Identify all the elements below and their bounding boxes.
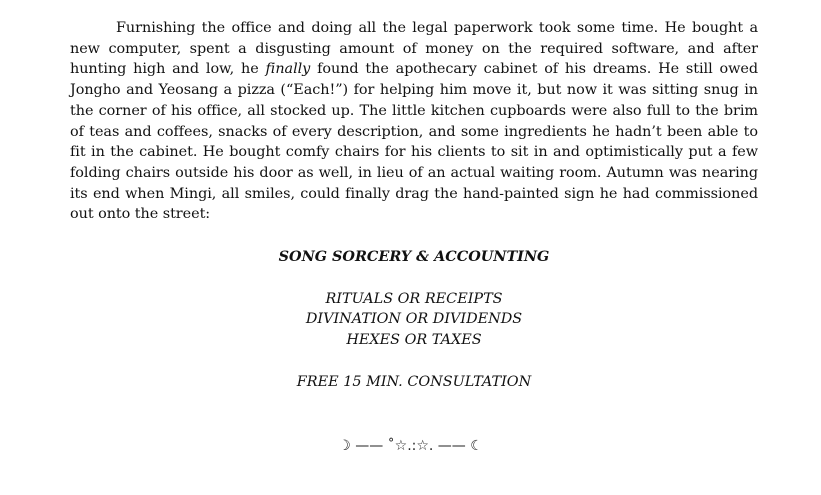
sign-text-block	[70, 247, 758, 393]
emphasis-finally: finally	[265, 61, 311, 78]
sign-line-hexes: HEXES OR TAXES	[346, 332, 482, 349]
paragraph-text-start: Furnishing the office and doing all the legal paperwork took some time. He bought a new computer, spent a disgusting amount of money on the required software, and after hunting high and low, he	[70, 20, 758, 78]
sign-line-rituals: RITUALS OR RECEIPTS	[325, 290, 503, 307]
paragraph-text-end: found the apothecary cabinet of his dreams. He still owed Jongho and Yeosang a pizza (“Each!”) for helping him move it, but now it was sitting snug in the corner of his office, all stocked up. The little kitchen cupboards were also full to the brim of teas and coffees, snacks of every description, and some ingredients he hadn’t been able to fit in the cabinet. He bought comfy chairs for his clients to sit in and optimistically put a few folding chairs outside his door as well, in lieu of an actual waiting room. Autumn was nearing its end when Mingi, all smiles, could finally drag the hand-painted sign he had commissioned out onto the street:	[70, 61, 759, 223]
sign-title: SONG SORCERY & ACCOUNTING	[278, 248, 550, 266]
sign-services	[70, 289, 758, 351]
sign-line-divination: DIVINATION OR DIVIDENDS	[305, 311, 523, 328]
moon-star-divider: ☽ —— ˚☆.:☆. —— ☾	[338, 438, 483, 454]
document-page	[70, 18, 758, 393]
story-paragraph	[70, 18, 758, 225]
sign-offer: FREE 15 MIN. CONSULTATION	[296, 373, 532, 390]
